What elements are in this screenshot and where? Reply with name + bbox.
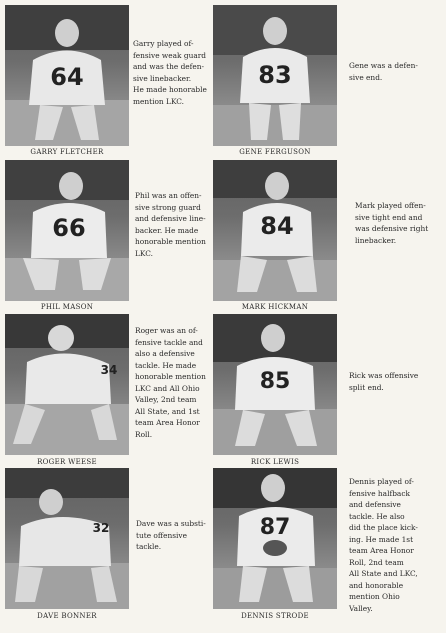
player-photo <box>5 314 129 455</box>
player-name: PHIL MASON <box>40 303 94 311</box>
player-name: GENE FERGUSON <box>239 148 311 156</box>
player-photo-graphic <box>213 314 337 455</box>
player-caption: Gene was a defen- sive end. <box>349 61 418 82</box>
player-name: ROGER WEESE <box>37 458 97 466</box>
player-name: DAVE BONNER <box>37 612 97 620</box>
player-caption: Dennis played of- fensive halfback and defensive tackle. He also did the place kick- ing. He made 1st team Area Honor Roll, 2nd team All State and LKC, and honorable mention Ohio Valley. <box>349 477 418 613</box>
player-name: DENNIS STRODE <box>241 612 309 620</box>
player-photo-graphic <box>5 5 129 146</box>
player-photo <box>213 5 337 146</box>
player-name: GARRY FLETCHER <box>30 148 104 156</box>
player-caption: Dave was a substi- tute offensive tackle. <box>136 519 206 551</box>
player-photo <box>213 160 337 301</box>
player-name: MARK HICKMAN <box>241 303 309 311</box>
svg-text:84: 84 <box>260 212 294 240</box>
player-photo-graphic <box>213 160 337 301</box>
player-photo-graphic <box>5 314 129 455</box>
player-photo <box>213 314 337 455</box>
svg-text:32: 32 <box>92 521 110 535</box>
player-photo <box>5 468 129 609</box>
player-caption: Phil was an offen- sive strong guard and defensive line- backer. He made honorable mention LKC. <box>135 191 206 258</box>
svg-text:87: 87 <box>259 515 291 540</box>
player-caption: Garry played of- fensive weak guard and was the defen- sive linebacker. He made honorable mention LKC. <box>133 39 207 106</box>
player-caption: Roger was an of- fensive tackle and also a defensive tackle. He made honorable mention LKC and All Ohio Valley, 2nd team All State, and 1st team Area Honor Roll. <box>135 326 206 439</box>
svg-text:66: 66 <box>52 214 86 242</box>
svg-text:85: 85 <box>259 369 291 394</box>
player-photo-graphic <box>5 468 129 609</box>
player-caption: Rick was offensive split end. <box>349 371 419 392</box>
svg-text:34: 34 <box>100 363 118 377</box>
player-photo-graphic <box>213 468 337 609</box>
svg-text:64: 64 <box>50 63 84 91</box>
player-photo <box>5 5 129 146</box>
player-caption: Mark played offen- sive tight end and was defensive right linebacker. <box>355 201 429 245</box>
player-photo <box>5 160 129 301</box>
player-photo <box>213 468 337 609</box>
player-photo-graphic <box>213 5 337 146</box>
player-name: RICK LEWIS <box>250 458 300 466</box>
player-photo-graphic <box>5 160 129 301</box>
svg-text:83: 83 <box>258 61 292 89</box>
